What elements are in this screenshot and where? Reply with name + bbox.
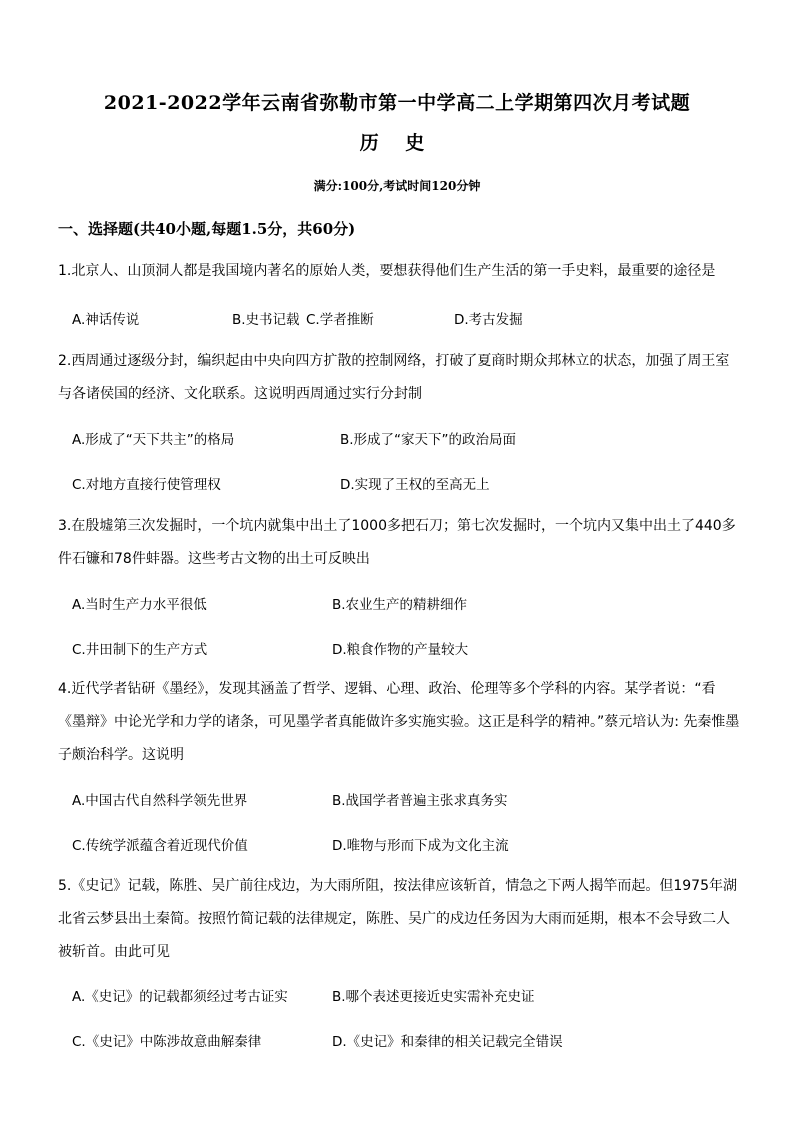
subject-title: 历 史 xyxy=(359,132,435,154)
option-a: A.当时生产力水平很低 xyxy=(72,597,207,613)
question-stem: 1.北京人、山顶洞人都是我国境内著名的原始人类，要想获得他们生产生活的第一手史料，最重要的途径是 xyxy=(58,263,716,279)
option-d: D.粮食作物的产量较大 xyxy=(332,642,469,658)
option-c: C.《史记》中陈涉故意曲解秦律 xyxy=(72,1034,262,1050)
option-d: D.唯物与形而下成为文化主流 xyxy=(332,838,509,854)
exam-title: 2021-2022学年云南省弥勒市第一中学高二上学期第四次月考试题 xyxy=(103,92,691,114)
option-c: C.学者推断 xyxy=(306,312,374,328)
question-stem: 4.近代学者钻研《墨经》，发现其涵盖了哲学、逻辑、心理、政治、伦理等多个学科的内容。某学者说：“看《墨辩》中论光学和力学的诸条，可见墨学者真能做许多实施实验。这正是科学的精神。”蔡元培认为: 先秦惟墨子颇治科学。这说明 xyxy=(58,681,740,763)
section-heading: 一、选择题(共40小题,每题1.5分，共60分) xyxy=(58,220,356,238)
option-b: B.史书记载 xyxy=(232,312,300,328)
score-info: 满分:100分,考试时间120分钟 xyxy=(313,179,481,193)
question-stem: 2.西周通过逐级分封，编织起由中央向四方扩散的控制网络，打破了夏商时期众邦林立的状态，加强了周王室与各诸侯国的经济、文化联系。这说明西周通过实行分封制 xyxy=(58,353,730,402)
question-stem: 3.在殷墟第三次发掘时，一个坑内就集中出土了1000多把石刀；第七次发掘时，一个坑内又集中出土了440多件石镰和78件蚌器。这些考古文物的出土可反映出 xyxy=(58,518,736,567)
option-c: C.对地方直接行使管理权 xyxy=(72,477,221,493)
option-a: A.《史记》的记载都须经过考古证实 xyxy=(72,989,288,1005)
option-c: C.传统学派蕴含着近现代价值 xyxy=(72,838,248,854)
option-a: A.中国古代自然科学领先世界 xyxy=(72,793,248,809)
option-a: A.神话传说 xyxy=(72,312,140,328)
option-d: D.实现了王权的至高无上 xyxy=(340,477,490,493)
option-d: D.《史记》和秦律的相关记载完全错误 xyxy=(332,1034,563,1050)
option-b: B.战国学者普遍主张求真务实 xyxy=(332,793,508,809)
option-a: A.形成了“天下共主”的格局 xyxy=(72,432,235,448)
option-d: D.考古发掘 xyxy=(454,312,523,328)
option-b: B.哪个表述更接近史实需补充史证 xyxy=(332,989,535,1005)
option-b: B.农业生产的精耕细作 xyxy=(332,597,468,613)
option-c: C.井田制下的生产方式 xyxy=(72,642,208,658)
question-stem: 5.《史记》记载，陈胜、吴广前往戍边，为大雨所阻，按法律应该斩首，情急之下两人揭竿而起。但1975年湖北省云梦县出土秦简。按照竹简记载的法律规定，陈胜、吴广的戍边任务因为大雨而延期，根本不会导致二人被斩首。由此可见 xyxy=(58,878,737,960)
option-b: B.形成了“家天下”的政治局面 xyxy=(340,432,517,448)
